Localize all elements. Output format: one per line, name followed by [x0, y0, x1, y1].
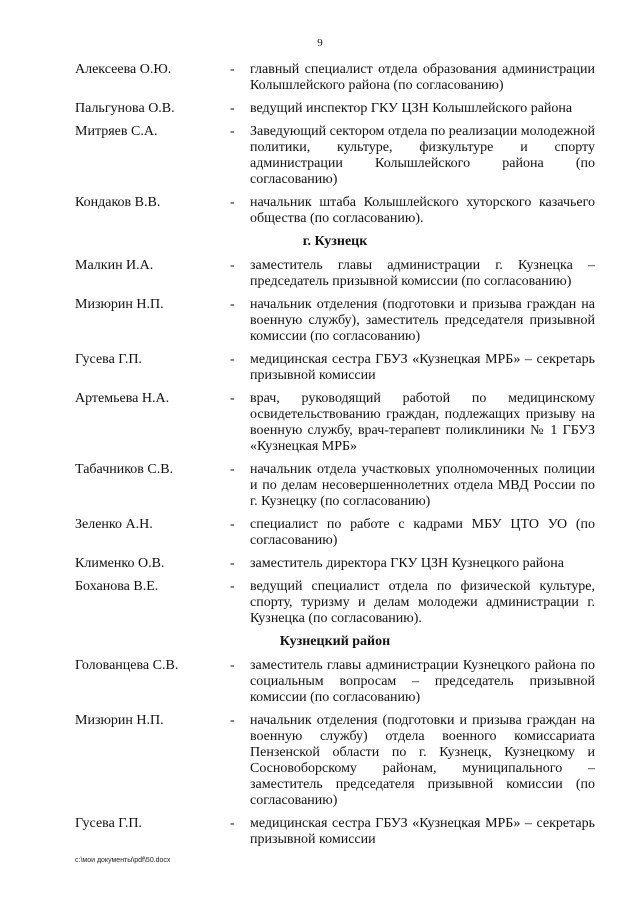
- dash-separator: -: [230, 258, 235, 273]
- member-role: ведущий специалист отдела по физической культуре, спорту, туризму и делам молодежи администрации г. Кузнецка (по согласованию).: [250, 579, 595, 626]
- section-title: г. Кузнецк: [302, 234, 368, 249]
- member-entry: [75, 124, 595, 188]
- member-name: Гусева Г.П.: [75, 816, 142, 831]
- member-role: медицинская сестра ГБУЗ «Кузнецкая МРБ» – секретарь призывной комиссии: [250, 352, 595, 383]
- dash-separator: -: [230, 352, 235, 367]
- dash-separator: -: [230, 556, 235, 571]
- member-name: Гусева Г.П.: [75, 352, 142, 367]
- member-entry: [75, 556, 595, 572]
- dash-separator: -: [230, 658, 235, 673]
- member-role: начальник отделения (подготовки и призыва граждан на военную службу) отдела военного комиссариата Пензенской области по г. Кузнецк, Кузнецкому и Сосновоборскому районам, муниципального – заместитель председателя призывной комиссии (по согласованию): [250, 713, 595, 808]
- dash-separator: -: [230, 391, 235, 406]
- member-role: Заведующий сектором отдела по реализации молодежной политики, культуре, физкультуре и спорту администрации Колышлейского района (по согласованию): [250, 124, 595, 187]
- member-role: начальник отдела участковых уполномоченных полиции и по делам несовершеннолетних отдела МВД России по г. Кузнецку (по согласованию): [250, 462, 595, 509]
- member-name: Алексеева О.Ю.: [75, 62, 172, 77]
- member-entry: [75, 352, 595, 384]
- member-role: заместитель главы администрации г. Кузнецка – председатель призывной комиссии (по согласованию): [250, 258, 595, 289]
- member-name: Кондаков В.В.: [75, 195, 161, 210]
- member-role: заместитель директора ГКУ ЦЗН Кузнецкого района: [250, 556, 564, 571]
- member-name: Боханова В.Е.: [75, 579, 159, 594]
- member-name: Табачников С.В.: [75, 462, 174, 477]
- dash-separator: -: [230, 62, 235, 77]
- member-name: Митряев С.А.: [75, 124, 158, 139]
- member-role: медицинская сестра ГБУЗ «Кузнецкая МРБ» – секретарь призывной комиссии: [250, 816, 595, 847]
- member-entry: [75, 258, 595, 290]
- document-body: [75, 62, 595, 855]
- member-role: врач, руководящий работой по медицинскому освидетельствованию граждан, подлежащих призыву на военную службу, врач-терапевт поликлиники № 1 ГБУЗ «Кузнецкая МРБ»: [250, 391, 595, 454]
- member-name: Мизюрин Н.П.: [75, 713, 164, 728]
- dash-separator: -: [230, 462, 235, 477]
- dash-separator: -: [230, 517, 235, 532]
- member-name: Клименко О.В.: [75, 556, 165, 571]
- member-entry: [75, 297, 595, 345]
- member-name: Пальгунова О.В.: [75, 101, 175, 116]
- member-name: Мизюрин Н.П.: [75, 297, 164, 312]
- member-role: начальник штаба Колышлейского хуторского казачьего общества (по согласованию).: [250, 195, 595, 226]
- member-entry: [75, 195, 595, 227]
- dash-separator: -: [230, 713, 235, 728]
- member-entry: [75, 713, 595, 809]
- member-entry: [75, 391, 595, 455]
- member-name: Голованцева С.В.: [75, 658, 179, 673]
- dash-separator: -: [230, 579, 235, 594]
- member-entry: [75, 658, 595, 706]
- dash-separator: -: [230, 297, 235, 312]
- member-entry: [75, 816, 595, 848]
- member-role: начальник отделения (подготовки и призыва граждан на военную службу), заместитель председателя призывной комиссии (по согласованию): [250, 297, 595, 344]
- member-role: главный специалист отдела образования администрации Колышлейского района (по согласованию): [250, 62, 595, 93]
- member-entry: [75, 517, 595, 549]
- member-role: ведущий инспектор ГКУ ЦЗН Колышлейского района: [250, 101, 573, 116]
- file-path-footer: c:\мои документы\pdf\50.docx: [75, 857, 171, 864]
- member-entry: [75, 462, 595, 510]
- member-name: Малкин И.А.: [75, 258, 154, 273]
- dash-separator: -: [230, 195, 235, 210]
- member-entry: [75, 579, 595, 627]
- member-role: заместитель главы администрации Кузнецкого района по социальным вопросам – председатель призывной комиссии (по согласованию): [250, 658, 595, 705]
- dash-separator: -: [230, 101, 235, 116]
- page-number: 9: [317, 37, 323, 49]
- dash-separator: -: [230, 816, 235, 831]
- section-title: Кузнецкий район: [279, 634, 391, 649]
- member-name: Артемьева Н.А.: [75, 391, 170, 406]
- member-entry: [75, 62, 595, 94]
- member-name: Зеленко А.Н.: [75, 517, 153, 532]
- member-role: специалист по работе с кадрами МБУ ЦТО УО (по согласованию): [250, 517, 595, 548]
- member-entry: [75, 101, 595, 117]
- dash-separator: -: [230, 124, 235, 139]
